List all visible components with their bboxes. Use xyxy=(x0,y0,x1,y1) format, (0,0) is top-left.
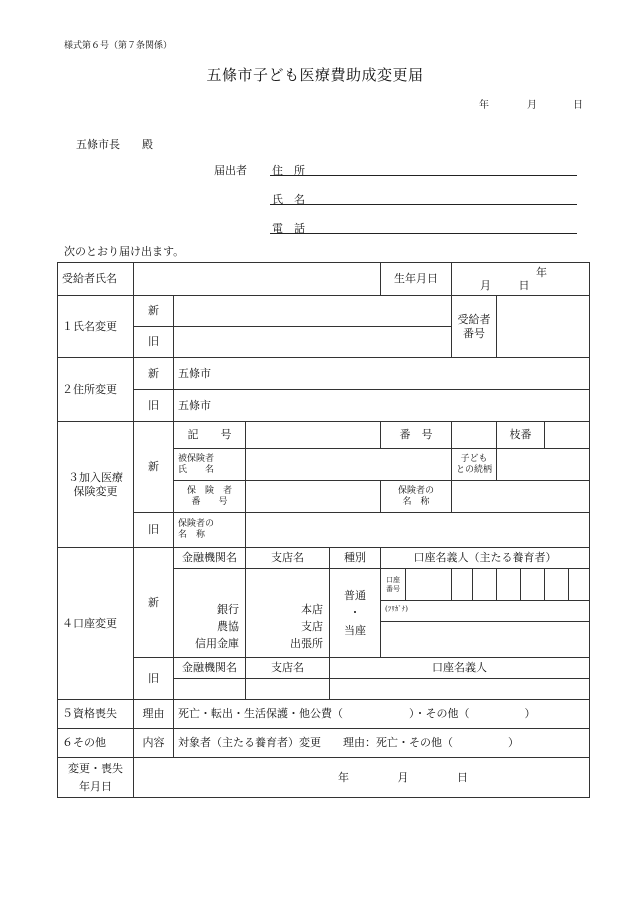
insurance-old-label: 旧 xyxy=(134,513,174,548)
number-field[interactable] xyxy=(452,422,497,449)
section3-title: ３加入医療 保険変更 xyxy=(58,422,134,548)
phone-label: 電 話 xyxy=(272,222,305,235)
address-new-field[interactable] xyxy=(174,358,590,390)
change-day-label: 日 xyxy=(457,770,468,784)
change-form-table xyxy=(57,262,590,798)
loss-row xyxy=(58,700,590,729)
relation-label: 子ども との続柄 xyxy=(452,449,497,481)
form-number: 様式第６号（第７条関係） xyxy=(64,41,173,51)
branch-option: 支店 xyxy=(301,619,323,633)
furigana-label: (ﾌﾘｶﾞﾅ) xyxy=(385,605,408,613)
addressee: 五條市長 殿 xyxy=(76,138,153,151)
account-old-header-row xyxy=(58,658,590,679)
bank-name-old-field[interactable] xyxy=(174,679,246,700)
address-label: 住 所 xyxy=(272,164,305,177)
date-day-label: 日 xyxy=(573,100,583,111)
change-date-field[interactable] xyxy=(134,758,590,798)
branch-name-label: 支店名 xyxy=(246,548,330,569)
insurer-number-label: 保 険 者 番 号 xyxy=(174,481,246,513)
name-field[interactable] xyxy=(270,204,577,205)
account-digit-3[interactable] xyxy=(473,569,497,601)
insurer-name-field[interactable] xyxy=(452,481,590,513)
account-type-choice[interactable]: 普通 ・ 当座 xyxy=(330,569,381,658)
insurer-name-label: 保険者の 名 称 xyxy=(381,481,452,513)
branch-name-old-label: 支店名 xyxy=(246,658,330,679)
section4-title: ４口座変更 xyxy=(58,548,134,700)
address-old-label: 旧 xyxy=(134,390,174,422)
birth-day-label: 日 xyxy=(518,279,530,292)
credit-union-option: 信用金庫 xyxy=(195,636,239,650)
branch-name-old-field[interactable] xyxy=(246,679,330,700)
section5-title: ５資格喪失 xyxy=(58,700,134,729)
change-date-label: 変更・喪失 年月日 xyxy=(58,758,134,798)
account-digit-1[interactable] xyxy=(406,569,452,601)
other-content[interactable]: 対象者（主たる養育者）変更 理由：死亡・その他（ ） xyxy=(174,729,590,758)
bank-name-field[interactable] xyxy=(174,569,246,658)
head-office-option: 本店 xyxy=(301,602,323,616)
recipient-number-label: 受給者 番号 xyxy=(452,296,497,358)
sub-office-option: 出張所 xyxy=(290,636,323,650)
bank-option: 銀行 xyxy=(217,602,239,616)
account-holder-old-field[interactable] xyxy=(330,679,590,700)
name-new-field[interactable] xyxy=(174,296,452,327)
insurance-symbol-row xyxy=(58,422,590,449)
account-digit-7[interactable] xyxy=(569,569,590,601)
branch-number-label: 枝番 xyxy=(497,422,545,449)
notifier-label: 届出者 xyxy=(214,164,247,177)
insurance-new-label: 新 xyxy=(134,422,174,513)
account-holder-label: 口座名義人（主たる養育者） xyxy=(381,548,590,569)
change-year-label: 年 xyxy=(338,770,349,784)
insurer-name-old-label: 保険者の 名 称 xyxy=(174,513,246,548)
account-number-label: 口座 番号 xyxy=(381,569,406,601)
section6-title: ６その他 xyxy=(58,729,134,758)
account-header-row xyxy=(58,548,590,569)
account-new-label: 新 xyxy=(134,548,174,658)
loss-reasons[interactable]: 死亡・転出・生活保護・他公費（ ）・その他（ ） xyxy=(174,700,590,729)
section2-title: ２住所変更 xyxy=(58,358,134,422)
phone-field[interactable] xyxy=(270,233,577,234)
account-digit-4[interactable] xyxy=(497,569,521,601)
reason-label: 理由 xyxy=(134,700,174,729)
address-change-new-row xyxy=(58,358,590,390)
recipient-row xyxy=(58,263,590,296)
insured-name-label: 被保険者 氏 名 xyxy=(174,449,246,481)
recipient-number-field[interactable] xyxy=(497,296,590,358)
address-new-label: 新 xyxy=(134,358,174,390)
change-date-row xyxy=(58,758,590,798)
date-month-label: 月 xyxy=(527,100,537,111)
recipient-name-field[interactable] xyxy=(134,263,381,296)
insured-name-field[interactable] xyxy=(246,449,452,481)
account-digit-6[interactable] xyxy=(545,569,569,601)
insurance-old-row xyxy=(58,513,590,548)
name-change-new-row xyxy=(58,296,590,327)
insurer-name-old-field[interactable] xyxy=(246,513,590,548)
name-label: 氏 名 xyxy=(272,193,305,206)
change-month-label: 月 xyxy=(397,770,409,784)
name-new-label: 新 xyxy=(134,296,174,327)
content-label: 内容 xyxy=(134,729,174,758)
symbol-field[interactable] xyxy=(246,422,381,449)
address-change-old-row xyxy=(58,390,590,422)
city-old: 五條市 xyxy=(178,398,211,412)
name-old-label: 旧 xyxy=(134,327,174,358)
form-title: 五條市子ども医療費助成変更届 xyxy=(206,66,424,84)
account-digit-2[interactable] xyxy=(452,569,473,601)
furigana-field[interactable] xyxy=(381,601,590,622)
birth-month-label: 月 xyxy=(480,279,491,292)
section1-title: １氏名変更 xyxy=(58,296,134,358)
account-type-label: 種別 xyxy=(330,548,381,569)
branch-number-field[interactable] xyxy=(545,422,590,449)
account-holder-old-label: 口座名義人 xyxy=(330,658,590,679)
account-old-label: 旧 xyxy=(134,658,174,700)
intro-text: 次のとおり届け出ます。 xyxy=(64,245,185,258)
city-new: 五條市 xyxy=(178,366,211,380)
address-field[interactable] xyxy=(270,175,577,176)
holder-name-field[interactable] xyxy=(381,622,590,658)
symbol-label: 記 号 xyxy=(174,422,246,449)
account-digit-5[interactable] xyxy=(521,569,545,601)
number-label: 番 号 xyxy=(381,422,452,449)
birth-date-field[interactable] xyxy=(452,263,590,296)
recipient-name-label: 受給者氏名 xyxy=(58,263,134,296)
insurer-number-field[interactable] xyxy=(246,481,381,513)
address-old-field[interactable] xyxy=(174,390,590,422)
name-old-field[interactable] xyxy=(174,327,452,358)
date-year-label: 年 xyxy=(479,100,489,111)
other-row xyxy=(58,729,590,758)
birth-date-label: 生年月日 xyxy=(381,263,452,296)
bank-name-old-label: 金融機関名 xyxy=(174,658,246,679)
birth-year-label: 年 xyxy=(536,265,547,279)
branch-name-field[interactable] xyxy=(246,569,330,658)
agri-coop-option: 農協 xyxy=(217,619,239,633)
relation-field[interactable] xyxy=(497,449,590,481)
bank-name-label: 金融機関名 xyxy=(174,548,246,569)
